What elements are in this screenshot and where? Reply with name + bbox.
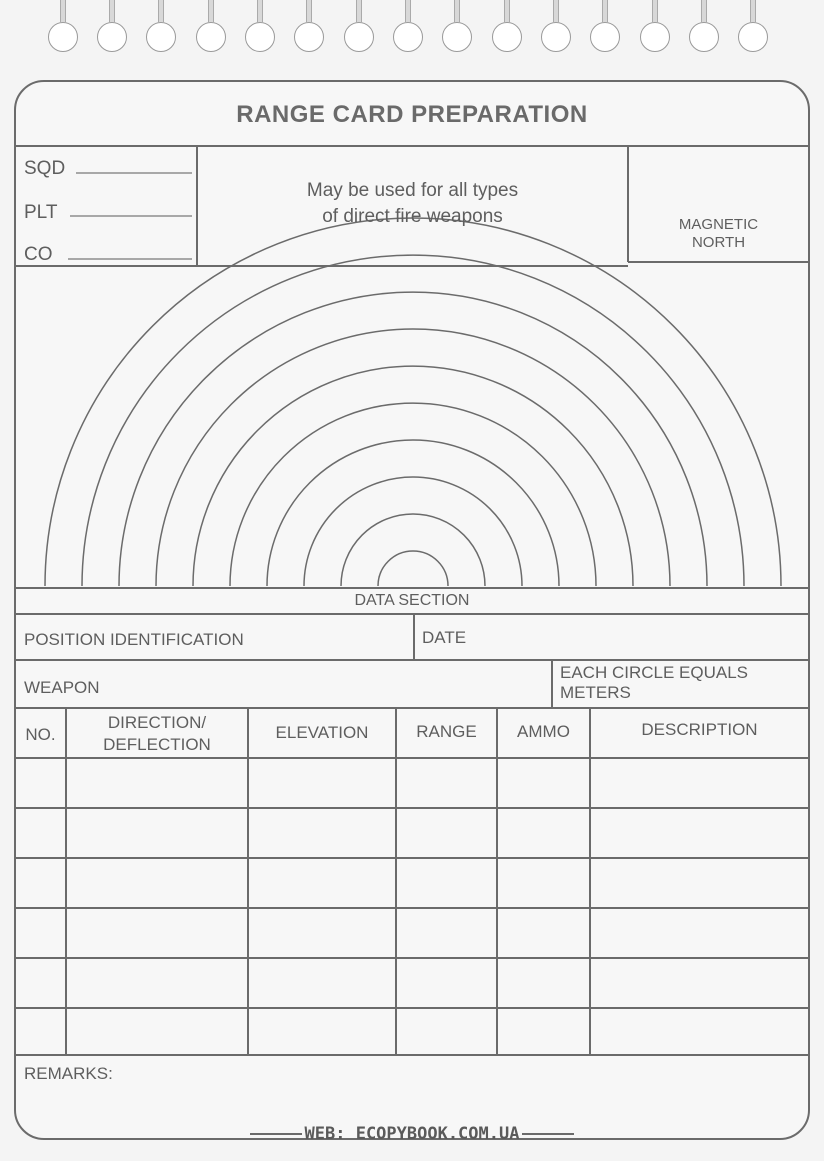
table-cell-ammo[interactable] [499,860,588,906]
table-cell-description[interactable] [592,1010,807,1053]
col-header-ammo: AMMO [517,722,570,741]
col-header-elevation: ELEVATION [275,723,369,742]
table-cell-elevation[interactable] [250,1010,394,1053]
co-field[interactable] [68,240,192,260]
table-cell-direction[interactable] [68,1010,246,1053]
note-line-2: of direct fire weapons [322,206,503,227]
remarks-label: REMARKS: [24,1064,113,1083]
data-section-heading: DATA SECTION [354,592,470,609]
table-cell-description[interactable] [592,860,807,906]
plt-label: PLT [24,202,58,223]
col-header-direction-1: DIRECTION/ [107,713,207,732]
table-cell-ammo[interactable] [499,760,588,806]
table-cell-no[interactable] [17,960,64,1006]
sqd-label: SQD [24,158,66,179]
range-arc [267,440,559,586]
table-cell-no[interactable] [17,760,64,806]
col-header-range: RANGE [416,722,477,741]
table-cell-description[interactable] [592,910,807,956]
table-cell-direction[interactable] [68,860,246,906]
range-arc [230,403,596,586]
position-identification-label: POSITION IDENTIFICATION [24,630,244,649]
plt-field[interactable] [70,197,192,217]
date-label: DATE [422,628,467,647]
co-label: CO [24,244,53,265]
table-cell-range[interactable] [398,860,495,906]
position-identification-field[interactable] [280,616,410,658]
table-cell-ammo[interactable] [499,960,588,1006]
table-cell-ammo[interactable] [499,810,588,856]
remarks-field[interactable] [140,1058,800,1118]
table-cell-range[interactable] [398,760,495,806]
col-header-description: DESCRIPTION [641,720,758,739]
table-cell-direction[interactable] [68,910,246,956]
card-title: RANGE CARD PREPARATION [236,101,588,128]
range-arcs [45,218,781,586]
table-cell-range[interactable] [398,1010,495,1053]
each-circle-line-1: EACH CIRCLE EQUALS [560,663,748,682]
range-arc [378,551,448,586]
table-cell-ammo[interactable] [499,910,588,956]
table-cell-elevation[interactable] [250,760,394,806]
magnetic-north-line-1: MAGNETIC [678,216,759,233]
range-arc [45,218,781,586]
col-header-direction-2: DEFLECTION [103,735,211,754]
each-circle-line-2: METERS [560,683,631,702]
table-cell-description[interactable] [592,760,807,806]
table-cell-no[interactable] [17,860,64,906]
range-arc [341,514,485,586]
magnetic-north-line-2: NORTH [691,234,746,251]
table-cell-elevation[interactable] [250,960,394,1006]
table-cell-no[interactable] [17,910,64,956]
col-header-no: NO. [25,725,56,744]
range-arc [304,477,522,586]
table-cell-elevation[interactable] [250,910,394,956]
table-cell-elevation[interactable] [250,810,394,856]
range-arc [156,329,670,586]
table-cell-no[interactable] [17,1010,64,1053]
range-arc [82,255,744,586]
range-arc [193,366,633,586]
table-cell-range[interactable] [398,960,495,1006]
weapon-label: WEAPON [24,678,100,697]
range-arc [119,292,707,586]
footer-web-address: WEB: ECOPYBOOK.COM.UA [304,1124,520,1144]
table-cell-direction[interactable] [68,960,246,1006]
table-cell-no[interactable] [17,810,64,856]
table-cell-description[interactable] [592,810,807,856]
note-line-1: May be used for all types [306,180,519,201]
table-cell-ammo[interactable] [499,1010,588,1053]
weapon-field[interactable] [116,662,548,706]
date-field[interactable] [480,616,806,658]
sqd-field[interactable] [76,154,192,174]
table-cell-elevation[interactable] [250,860,394,906]
table-cell-direction[interactable] [68,760,246,806]
table-cell-range[interactable] [398,910,495,956]
table-cell-description[interactable] [592,960,807,1006]
table-cell-direction[interactable] [68,810,246,856]
table-cell-range[interactable] [398,810,495,856]
